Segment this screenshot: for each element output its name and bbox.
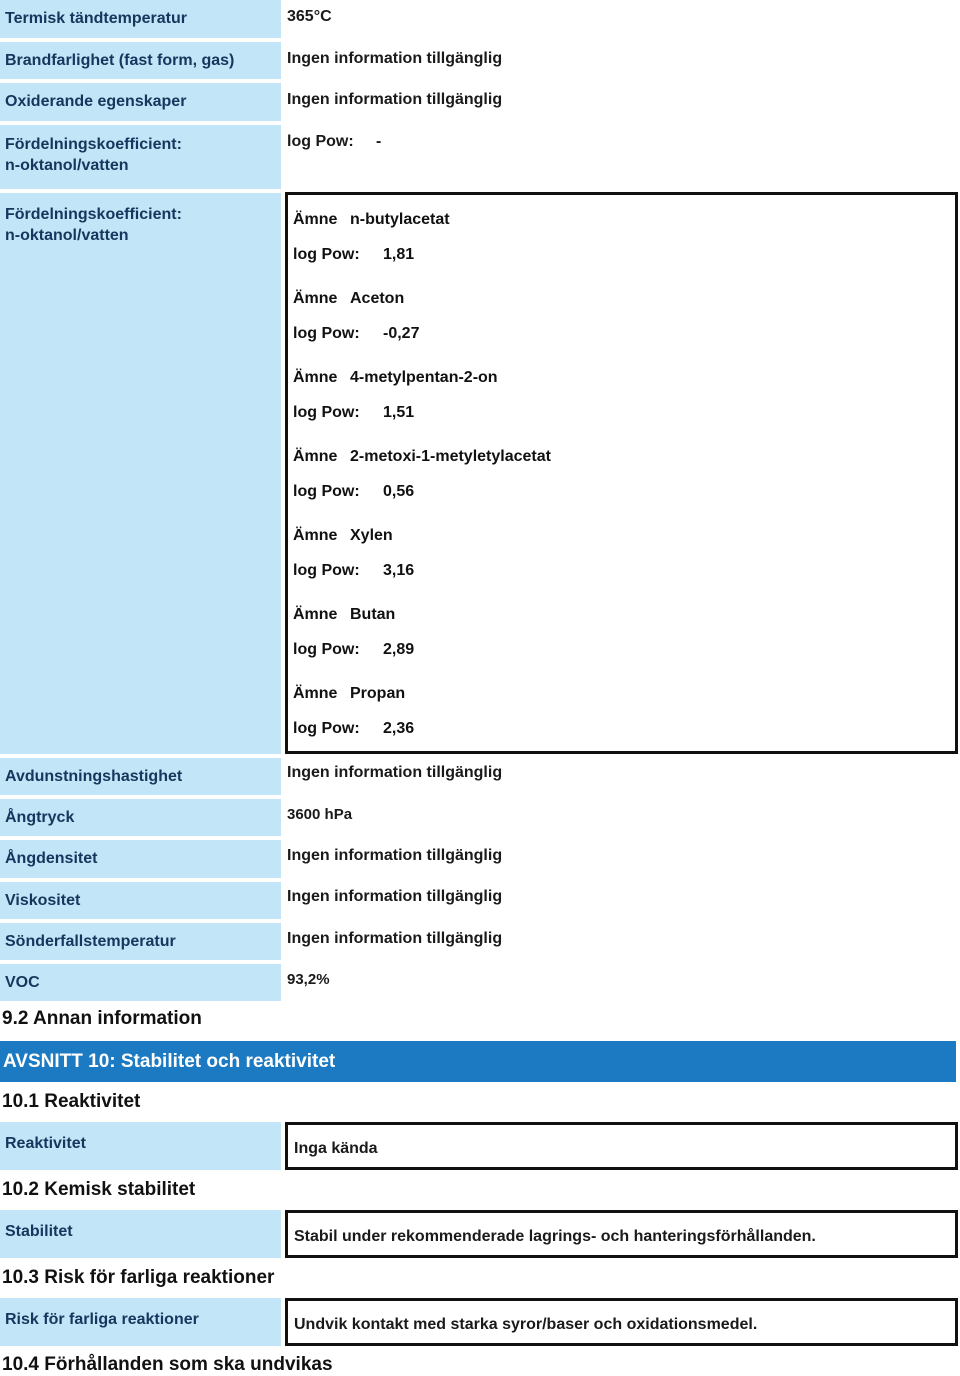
substance-entry (293, 211, 933, 291)
property-value: - (376, 133, 382, 150)
substance-key: Ämne (293, 527, 338, 544)
property-value: 3600 hPa (287, 806, 353, 823)
substance-name: Propan (350, 685, 406, 702)
substance-entry (293, 448, 933, 528)
property-label: Avdunstningshastighet (0, 758, 281, 795)
label-line: n-oktanol/vatten (5, 157, 129, 174)
substance-entry (293, 527, 933, 607)
partition-label (0, 193, 281, 754)
subsection-heading: 10.1 Reaktivitet (2, 1091, 141, 1112)
substance-entry (293, 369, 933, 449)
substance-name: 2-metoxi-1-metyletylacetat (350, 448, 551, 465)
substance-entry (293, 606, 933, 686)
logpow-value: -0,27 (383, 325, 420, 342)
logpow-value: 2,36 (383, 720, 415, 737)
property-value: Ingen information tillgänglig (287, 91, 503, 108)
property-value: Ingen information tillgänglig (287, 50, 503, 67)
hazardous-reactions-value: Undvik kontakt med starka syror/baser och oxidationsmedel. (294, 1316, 758, 1333)
property-value-key: log Pow: (287, 133, 354, 150)
substance-name: n-butylacetat (350, 211, 450, 228)
substance-name: Xylen (350, 527, 393, 544)
property-value: 93,2% (287, 971, 330, 988)
label-line: n-oktanol/vatten (5, 227, 129, 244)
property-value: Ingen information tillgänglig (287, 930, 503, 947)
property-label: Viskositet (0, 882, 281, 919)
hazardous-reactions-label: Risk för farliga reaktioner (0, 1298, 281, 1346)
reactivity-label: Reaktivitet (0, 1122, 281, 1170)
substance-key: Ämne (293, 606, 338, 623)
logpow-key: log Pow: (293, 483, 360, 500)
logpow-key: log Pow: (293, 325, 360, 342)
substance-entry (293, 685, 933, 765)
hazardous-reactions-box (285, 1298, 958, 1346)
logpow-key: log Pow: (293, 720, 360, 737)
section-heading-9-2: 9.2 Annan information (2, 1008, 202, 1029)
substance-key: Ämne (293, 369, 338, 386)
property-value: Ingen information tillgänglig (287, 888, 503, 905)
substance-key: Ämne (293, 685, 338, 702)
label-line: Fördelningskoefficient: (5, 136, 182, 153)
logpow-key: log Pow: (293, 562, 360, 579)
reactivity-value: Inga kända (294, 1140, 378, 1157)
logpow-key: log Pow: (293, 641, 360, 658)
logpow-value: 2,89 (383, 641, 415, 658)
substance-key: Ämne (293, 290, 338, 307)
substance-name: Aceton (350, 290, 405, 307)
logpow-value: 1,51 (383, 404, 415, 421)
subsection-heading: 10.3 Risk för farliga reaktioner (2, 1267, 275, 1288)
property-label: Ångtryck (0, 799, 281, 836)
reactivity-box (285, 1122, 958, 1170)
stability-value: Stabil under rekommenderade lagrings- och hanteringsförhållanden. (294, 1228, 816, 1245)
substance-entry (293, 290, 933, 370)
logpow-value: 0,56 (383, 483, 415, 500)
property-label: Brandfarlighet (fast form, gas) (0, 42, 281, 79)
subsection-heading: 10.2 Kemisk stabilitet (2, 1179, 196, 1200)
property-label: Sönderfallstemperatur (0, 923, 281, 960)
substance-name: Butan (350, 606, 396, 623)
substance-key: Ämne (293, 448, 338, 465)
property-label: VOC (0, 964, 281, 1001)
substance-key: Ämne (293, 211, 338, 228)
subsection-heading: 10.4 Förhållanden som ska undvikas (2, 1354, 333, 1375)
property-value: 365°C (287, 8, 332, 25)
stability-label: Stabilitet (0, 1210, 281, 1258)
substance-name: 4-metylpentan-2-on (350, 369, 498, 386)
property-value: Ingen information tillgänglig (287, 764, 503, 781)
property-label: Termisk tändtemperatur (0, 0, 281, 38)
label-line: Fördelningskoefficient: (5, 206, 182, 223)
logpow-key: log Pow: (293, 246, 360, 263)
section-10-banner: AVSNITT 10: Stabilitet och reaktivitet (0, 1041, 956, 1082)
logpow-value: 1,81 (383, 246, 415, 263)
property-label: Ångdensitet (0, 840, 281, 878)
logpow-key: log Pow: (293, 404, 360, 421)
stability-box (285, 1210, 958, 1258)
logpow-value: 3,16 (383, 562, 415, 579)
property-label (0, 125, 281, 189)
property-value: Ingen information tillgänglig (287, 847, 503, 864)
property-label: Oxiderande egenskaper (0, 83, 281, 121)
partition-box (285, 192, 958, 754)
